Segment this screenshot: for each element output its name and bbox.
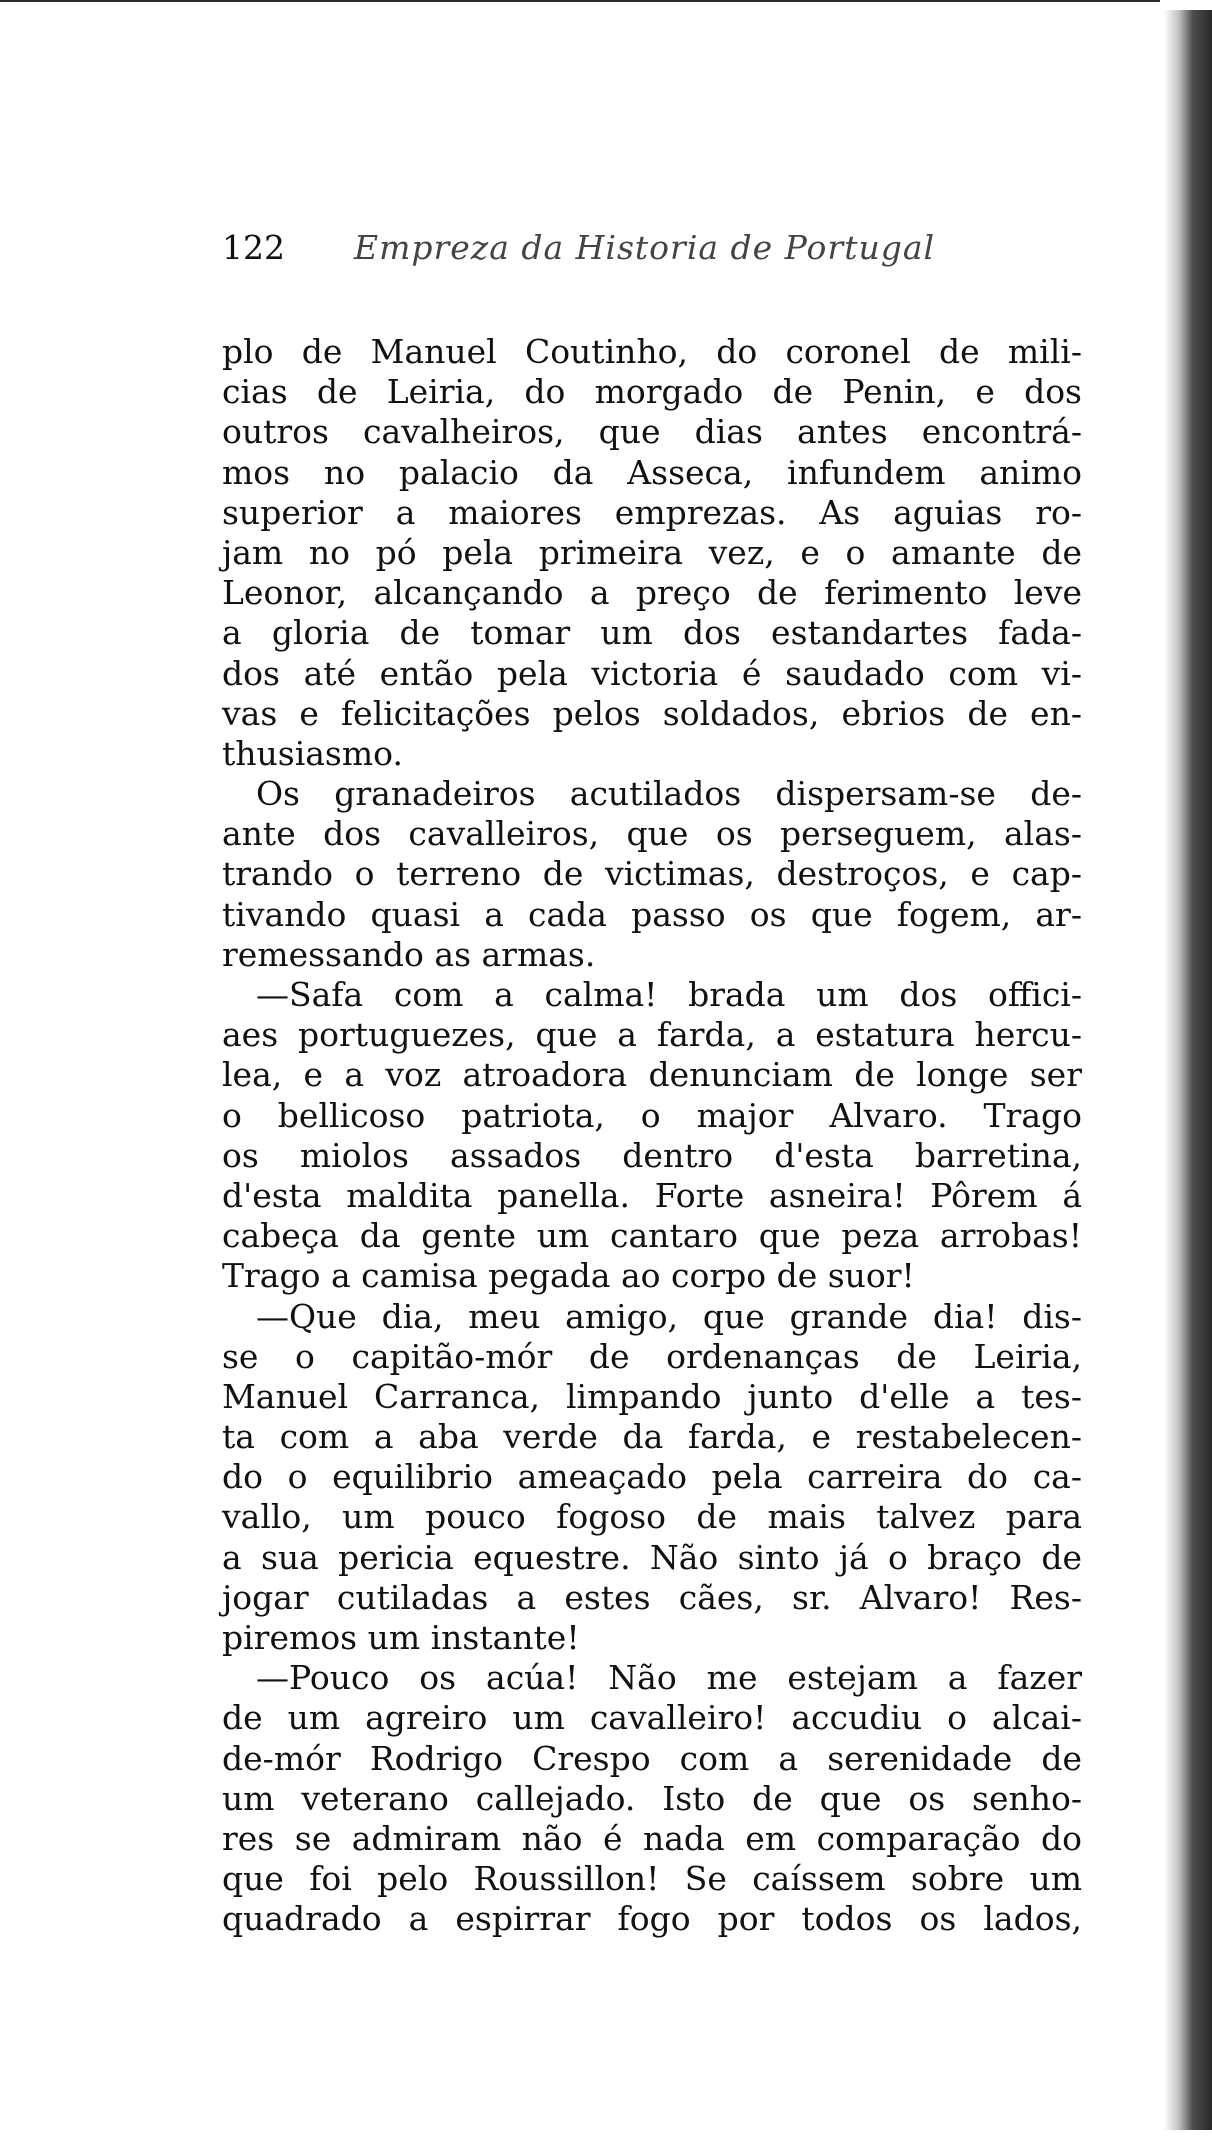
text-line: superior a maiores emprezas. As aguias ro- [222,492,1082,532]
page-number: 122 [222,228,285,267]
body-text [222,332,1082,1940]
text-line: se o capitão-mór de ordenanças de Leiria, [222,1336,1082,1376]
page-top-edge [0,0,1160,12]
text-line: vas e felicitações pelos soldados, ebrios de en- [222,693,1082,733]
page-header [222,228,1082,272]
text-line: do o equilibrio ameaçado pela carreira do ca- [222,1457,1082,1497]
text-line: aes portuguezes, que a farda, a estatura hercu- [222,1015,1082,1055]
text-line: mos no palacio da Asseca, infundem animo [222,452,1082,492]
text-line: ta com a aba verde da farda, e restabelecen- [222,1417,1082,1457]
text-line: lea, e a voz atroadora denunciam de longe ser [222,1055,1082,1095]
text-line: —Que dia, meu amigo, que grande dia! dis- [256,1296,1082,1336]
text-line: jogar cutiladas a estes cães, sr. Alvaro! Res- [222,1577,1082,1617]
text-line: —Pouco os acúa! Não me estejam a fazer [256,1658,1082,1698]
text-line: ante dos cavalleiros, que os perseguem, alas- [222,814,1082,854]
text-line: dos até então pela victoria é saudado com vi- [222,653,1082,693]
text-line: d'esta maldita panella. Forte asneira! Pôrem á [222,1175,1082,1215]
text-line: —Safa com a calma! brada um dos offici- [256,975,1082,1014]
text-line: res se admiram não é nada em comparação do [222,1818,1082,1858]
text-line: um veterano callejado. Isto de que os senho- [222,1778,1082,1818]
text-line: Leonor, alcançando a preço de ferimento leve [222,573,1082,613]
text-line: vallo, um pouco fogoso de mais talvez para [222,1497,1082,1537]
text-line: Manuel Carranca, limpando junto d'elle a tes- [222,1376,1082,1416]
text-line: Trago a camisa pegada ao corpo de suor! [222,1256,915,1296]
text-line: o bellicoso patriota, o major Alvaro. Trago [222,1095,1082,1135]
text-line: cabeça da gente um cantaro que peza arrobas! [222,1216,1082,1256]
text-line: quadrado a espirrar fogo por todos os lados, [222,1899,1082,1939]
text-line: remessando as armas. [222,934,596,974]
text-line: thusiasmo. [222,733,403,773]
text-line: jam no pó pela primeira vez, e o amante de [222,532,1082,572]
text-line: piremos um instante! [222,1618,580,1657]
text-line: que foi pelo Roussillon! Se caíssem sobre um [222,1859,1082,1899]
text-line: os miolos assados dentro d'esta barretina, [222,1135,1082,1175]
text-line: tivando quasi a cada passo os que fogem, ar- [222,894,1082,934]
book-binding-shadow [1164,10,1212,2130]
text-line: a gloria de tomar um dos estandartes fada- [222,613,1082,653]
text-line: outros cavalheiros, que dias antes encontrá- [222,412,1082,452]
text-line: de um agreiro um cavalleiro! accudiu o alcai- [222,1698,1082,1738]
text-line: Os granadeiros acutilados dispersam-se de- [256,774,1082,814]
text-line: plo de Manuel Coutinho, do coronel de mili- [222,332,1082,371]
text-line: a sua pericia equestre. Não sinto já o braço de [222,1537,1082,1577]
running-title: Empreza da Historia de Portugal [354,228,936,267]
text-line: trando o terreno de victimas, destroços, e cap- [222,854,1082,894]
text-line: cias de Leiria, do morgado de Penin, e dos [222,372,1082,412]
text-line: de-mór Rodrigo Crespo com a serenidade de [222,1738,1082,1778]
